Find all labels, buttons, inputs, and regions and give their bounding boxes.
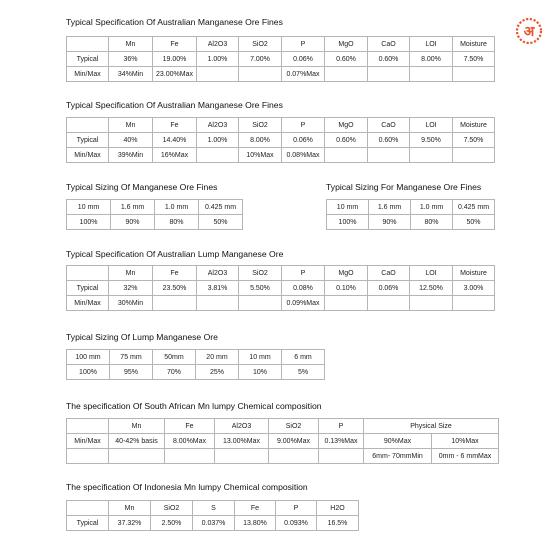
header-cell: Fe bbox=[235, 501, 276, 516]
table-cell bbox=[453, 296, 495, 311]
table-row bbox=[327, 215, 495, 230]
table-cell: 0.60% bbox=[325, 52, 368, 67]
table-cell bbox=[453, 148, 495, 163]
table-cell: 12.50% bbox=[410, 281, 453, 296]
table-cell: 36% bbox=[109, 52, 153, 67]
table-cell bbox=[215, 449, 269, 464]
header-cell: Mn bbox=[109, 37, 153, 52]
table-cell bbox=[153, 296, 197, 311]
table-cell: Typical bbox=[67, 516, 109, 531]
table-cell bbox=[197, 67, 239, 82]
header-cell: S bbox=[193, 501, 235, 516]
section-title-south-african: The specification Of South African Mn lumpy Chemical composition bbox=[66, 401, 322, 411]
header-cell: P bbox=[319, 419, 364, 434]
header-cell: SiO2 bbox=[239, 118, 282, 133]
header-cell: Mn bbox=[109, 501, 151, 516]
table-cell: 0.60% bbox=[368, 52, 410, 67]
table-cell: 8.00% bbox=[410, 52, 453, 67]
header-cell: Physical Size bbox=[364, 419, 499, 434]
table-cell: 23.00%Max bbox=[153, 67, 197, 82]
table-cell: 90%Max bbox=[364, 434, 432, 449]
header-cell: 100 mm bbox=[67, 350, 110, 365]
table-cell bbox=[319, 449, 364, 464]
table-cell: 2.50% bbox=[151, 516, 193, 531]
header-cell: MgO bbox=[325, 266, 368, 281]
table-row bbox=[67, 67, 495, 82]
table-cell: 50% bbox=[199, 215, 243, 230]
header-cell: 1.0 mm bbox=[155, 200, 199, 215]
table-cell: 40-42% basis bbox=[109, 434, 165, 449]
table-row bbox=[67, 434, 499, 449]
header-cell: 6 mm bbox=[282, 350, 325, 365]
table-cell: Min/Max bbox=[67, 148, 109, 163]
table-cell: 1.00% bbox=[197, 52, 239, 67]
table-cell: 95% bbox=[110, 365, 153, 380]
table-cell: 7.50% bbox=[453, 133, 495, 148]
header-cell bbox=[67, 37, 109, 52]
table-cell bbox=[239, 67, 282, 82]
header-cell: 10 mm bbox=[239, 350, 282, 365]
table-cell bbox=[67, 449, 109, 464]
spec-table-au-fines-2 bbox=[66, 117, 495, 163]
table-cell: 10%Max bbox=[432, 434, 499, 449]
header-cell: LOI bbox=[410, 118, 453, 133]
section-title-sizing-fines-2: Typical Sizing For Manganese Ore Fines bbox=[326, 182, 482, 192]
table-cell: 0mm - 6 mmMax bbox=[432, 449, 499, 464]
header-cell: Fe bbox=[153, 118, 197, 133]
header-cell: CaO bbox=[368, 118, 410, 133]
sizing-table-lump bbox=[66, 349, 325, 380]
table-cell: 100% bbox=[327, 215, 369, 230]
table-cell: 16.5% bbox=[317, 516, 359, 531]
table-row bbox=[67, 296, 495, 311]
header-cell: 0.425 mm bbox=[199, 200, 243, 215]
table-row bbox=[67, 215, 243, 230]
header-cell: SiO2 bbox=[269, 419, 319, 434]
section-title-indonesia: The specification Of Indonesia Mn lumpy Chemical composition bbox=[66, 482, 308, 492]
table-cell: Min/Max bbox=[67, 67, 109, 82]
header-cell bbox=[67, 501, 109, 516]
table-cell: 8.00%Max bbox=[165, 434, 215, 449]
header-cell: P bbox=[282, 37, 325, 52]
header-cell: 1.6 mm bbox=[369, 200, 411, 215]
table-cell bbox=[410, 67, 453, 82]
table-cell: 100% bbox=[67, 215, 111, 230]
header-cell: 10 mm bbox=[67, 200, 111, 215]
table-cell: 0.08% bbox=[282, 281, 325, 296]
table-cell: 0.13%Max bbox=[319, 434, 364, 449]
table-header-row bbox=[67, 266, 495, 281]
table-cell bbox=[239, 296, 282, 311]
table-cell: 7.00% bbox=[239, 52, 282, 67]
header-cell: Al2O3 bbox=[197, 118, 239, 133]
table-cell: 10% bbox=[239, 365, 282, 380]
table-cell bbox=[368, 296, 410, 311]
header-cell bbox=[67, 266, 109, 281]
header-cell: SiO2 bbox=[239, 37, 282, 52]
table-cell bbox=[325, 148, 368, 163]
table-cell bbox=[368, 67, 410, 82]
table-cell: Typical bbox=[67, 281, 109, 296]
header-cell: MgO bbox=[325, 118, 368, 133]
table-cell: Min/Max bbox=[67, 296, 109, 311]
table-header-row bbox=[327, 200, 495, 215]
header-cell: 1.0 mm bbox=[411, 200, 453, 215]
sizing-table-fines-2 bbox=[326, 199, 495, 230]
header-cell: Fe bbox=[165, 419, 215, 434]
table-cell: 14.40% bbox=[153, 133, 197, 148]
table-header-row bbox=[67, 350, 325, 365]
header-cell: Mn bbox=[109, 118, 153, 133]
header-cell: P bbox=[282, 266, 325, 281]
header-cell: Al2O3 bbox=[197, 37, 239, 52]
header-cell: 20 mm bbox=[196, 350, 239, 365]
table-cell: 37.32% bbox=[109, 516, 151, 531]
header-cell: 0.425 mm bbox=[453, 200, 495, 215]
table-cell: 1.00% bbox=[197, 133, 239, 148]
table-cell: 30%Min bbox=[109, 296, 153, 311]
header-cell: Fe bbox=[153, 266, 197, 281]
header-cell bbox=[67, 419, 109, 434]
table-cell: 100% bbox=[67, 365, 110, 380]
header-cell: CaO bbox=[368, 266, 410, 281]
table-row bbox=[67, 52, 495, 67]
table-cell: 90% bbox=[369, 215, 411, 230]
table-cell: 0.093% bbox=[276, 516, 317, 531]
table-header-row bbox=[67, 501, 359, 516]
header-cell: CaO bbox=[368, 37, 410, 52]
table-cell: Typical bbox=[67, 52, 109, 67]
table-cell: 10%Max bbox=[239, 148, 282, 163]
table-cell: 3.00% bbox=[453, 281, 495, 296]
table-cell bbox=[197, 296, 239, 311]
table-cell: 9.50% bbox=[410, 133, 453, 148]
header-cell: 10 mm bbox=[327, 200, 369, 215]
table-cell bbox=[197, 148, 239, 163]
table-cell bbox=[325, 296, 368, 311]
header-cell: LOI bbox=[410, 37, 453, 52]
table-cell: 80% bbox=[155, 215, 199, 230]
header-cell: 50mm bbox=[153, 350, 196, 365]
table-cell: 0.06% bbox=[282, 52, 325, 67]
table-row bbox=[67, 365, 325, 380]
table-cell bbox=[109, 449, 165, 464]
table-cell: 50% bbox=[453, 215, 495, 230]
section-title-au-fines-2: Typical Specification Of Australian Manganese Ore Fines bbox=[66, 100, 283, 110]
header-cell: Al2O3 bbox=[215, 419, 269, 434]
header-cell: LOI bbox=[410, 266, 453, 281]
table-row bbox=[67, 148, 495, 163]
spec-table-indonesia bbox=[66, 500, 359, 531]
table-cell: 90% bbox=[111, 215, 155, 230]
table-cell: 0.06% bbox=[282, 133, 325, 148]
header-cell bbox=[67, 118, 109, 133]
table-cell: 0.037% bbox=[193, 516, 235, 531]
table-cell: 34%Min bbox=[109, 67, 153, 82]
table-cell bbox=[453, 67, 495, 82]
header-cell: P bbox=[276, 501, 317, 516]
table-cell: 40% bbox=[109, 133, 153, 148]
table-cell bbox=[368, 148, 410, 163]
table-cell: 0.07%Max bbox=[282, 67, 325, 82]
header-cell: SiO2 bbox=[151, 501, 193, 516]
table-cell bbox=[165, 449, 215, 464]
table-cell: 7.50% bbox=[453, 52, 495, 67]
header-cell: 1.6 mm bbox=[111, 200, 155, 215]
table-cell: 80% bbox=[411, 215, 453, 230]
table-row bbox=[67, 133, 495, 148]
table-cell bbox=[410, 148, 453, 163]
spec-table-au-lump bbox=[66, 265, 495, 311]
table-cell: 25% bbox=[196, 365, 239, 380]
table-header-row bbox=[67, 419, 499, 434]
table-header-row bbox=[67, 118, 495, 133]
section-title-sizing-lump: Typical Sizing Of Lump Manganese Ore bbox=[66, 332, 218, 342]
company-logo bbox=[516, 18, 542, 44]
table-cell: 23.50% bbox=[153, 281, 197, 296]
sizing-table-fines bbox=[66, 199, 243, 230]
svg-text:अ: अ bbox=[523, 24, 535, 40]
table-cell: 0.08%Max bbox=[282, 148, 325, 163]
header-cell: P bbox=[282, 118, 325, 133]
header-cell: Moisture bbox=[453, 37, 495, 52]
section-title-sizing-fines: Typical Sizing Of Manganese Ore Fines bbox=[66, 182, 218, 192]
table-cell: 3.81% bbox=[197, 281, 239, 296]
header-cell: SiO2 bbox=[239, 266, 282, 281]
section-title-au-fines-1: Typical Specification Of Australian Manganese Ore Fines bbox=[66, 17, 283, 27]
table-cell: 6mm- 70mmMin bbox=[364, 449, 432, 464]
header-cell: H2O bbox=[317, 501, 359, 516]
header-cell: Moisture bbox=[453, 118, 495, 133]
table-cell: 13.80% bbox=[235, 516, 276, 531]
table-cell: 32% bbox=[109, 281, 153, 296]
table-cell: 5.50% bbox=[239, 281, 282, 296]
table-row bbox=[67, 516, 359, 531]
table-cell: 13.00%Max bbox=[215, 434, 269, 449]
header-cell: Fe bbox=[153, 37, 197, 52]
header-cell: Moisture bbox=[453, 266, 495, 281]
table-cell: 9.00%Max bbox=[269, 434, 319, 449]
table-cell: 39%Min bbox=[109, 148, 153, 163]
header-cell: Al2O3 bbox=[197, 266, 239, 281]
header-cell: Mn bbox=[109, 266, 153, 281]
header-cell: Mn bbox=[109, 419, 165, 434]
table-header-row bbox=[67, 37, 495, 52]
header-cell: MgO bbox=[325, 37, 368, 52]
table-header-row bbox=[67, 200, 243, 215]
table-row bbox=[67, 281, 495, 296]
table-cell: Typical bbox=[67, 133, 109, 148]
table-cell: 0.09%Max bbox=[282, 296, 325, 311]
table-cell: 19.00% bbox=[153, 52, 197, 67]
header-cell: 75 mm bbox=[110, 350, 153, 365]
table-row bbox=[67, 449, 499, 464]
spec-table-au-fines-1 bbox=[66, 36, 495, 82]
table-cell: 5% bbox=[282, 365, 325, 380]
table-cell: 0.10% bbox=[325, 281, 368, 296]
table-cell: 8.00% bbox=[239, 133, 282, 148]
table-cell: 70% bbox=[153, 365, 196, 380]
section-title-au-lump: Typical Specification Of Australian Lump Manganese Ore bbox=[66, 249, 284, 259]
table-cell: 0.60% bbox=[368, 133, 410, 148]
table-cell bbox=[269, 449, 319, 464]
table-cell bbox=[325, 67, 368, 82]
table-cell: 0.60% bbox=[325, 133, 368, 148]
table-cell bbox=[410, 296, 453, 311]
table-cell: 0.06% bbox=[368, 281, 410, 296]
spec-table-south-african bbox=[66, 418, 499, 464]
table-cell: Min/Max bbox=[67, 434, 109, 449]
table-cell: 16%Max bbox=[153, 148, 197, 163]
